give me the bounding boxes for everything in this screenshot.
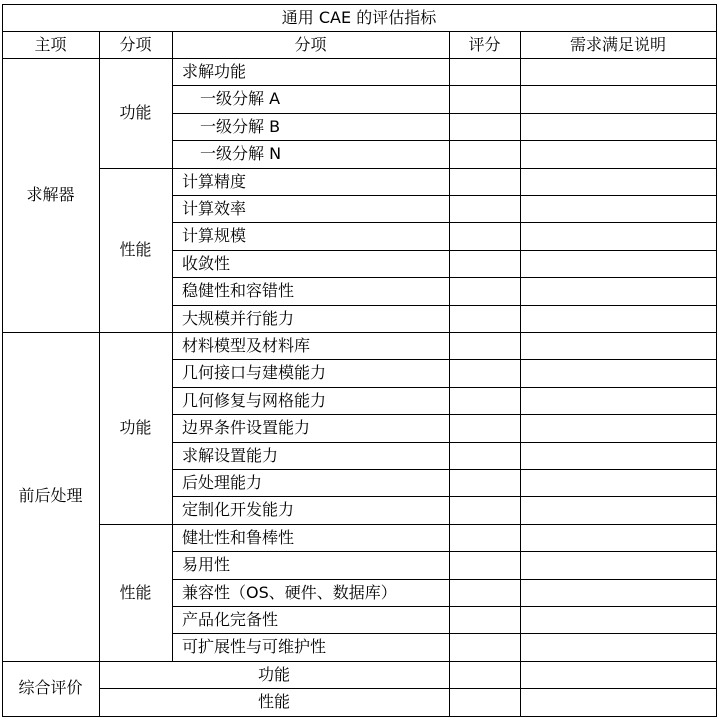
item-label: 易用性 <box>182 555 231 575</box>
item-label: 计算精度 <box>182 171 247 191</box>
subgroup-label: 功能 <box>119 418 152 437</box>
right-border <box>716 4 717 717</box>
item-label: 计算规模 <box>182 226 247 246</box>
group-label: 求解器 <box>26 185 75 204</box>
row-rule <box>172 250 717 251</box>
item-label: 材料模型及材料库 <box>182 336 311 355</box>
item-label: 计算效率 <box>182 199 247 218</box>
item-label: 收敛性 <box>182 253 231 273</box>
item-label: 产品化完备性 <box>182 610 279 629</box>
header-main: 主项 <box>34 35 67 54</box>
item-label: 几何修复与网格能力 <box>182 390 327 410</box>
group-label: 前后处理 <box>18 486 83 505</box>
item-label: 边界条件设置能力 <box>182 418 311 438</box>
item-label: 定制化开发能力 <box>182 500 295 520</box>
item-label: 一级分解 A <box>200 89 281 109</box>
item-label: 健壮性和鲁棒性 <box>182 527 295 547</box>
row-rule <box>172 222 717 223</box>
item-label: 可扩展性与可维护性 <box>182 637 327 657</box>
summary-label: 综合评价 <box>18 678 83 697</box>
summary-item-label: 性能 <box>257 692 290 712</box>
item-label: 大规模并行能力 <box>182 308 295 328</box>
col-rule <box>449 31 450 717</box>
item-label: 几何接口与建模能力 <box>182 363 327 383</box>
summary-item-label: 功能 <box>257 664 290 684</box>
header-category: 分项 <box>119 35 152 54</box>
header-item: 分项 <box>294 35 327 54</box>
subgroup-label: 性能 <box>119 239 152 259</box>
cae-evaluation-table <box>2 4 716 718</box>
table-title: 通用 CAE 的评估指标 <box>281 8 437 27</box>
item-label: 求解功能 <box>182 62 247 81</box>
row-rule <box>172 551 717 552</box>
subgroup-label: 功能 <box>119 103 152 122</box>
header-note: 需求满足说明 <box>569 35 666 54</box>
item-label: 求解设置能力 <box>182 445 279 465</box>
subgroup-label: 性能 <box>119 582 152 602</box>
item-label: 稳健性和容错性 <box>182 281 295 301</box>
item-label: 一级分解 N <box>200 144 282 164</box>
summary-row-rule <box>2 716 717 717</box>
item-label: 兼容性（OS、硬件、数据库） <box>182 582 397 602</box>
col-rule <box>172 31 173 662</box>
item-label: 后处理能力 <box>182 473 263 492</box>
row-rule <box>172 195 717 196</box>
col-rule <box>520 31 521 717</box>
header-score: 评分 <box>468 35 501 54</box>
left-border <box>2 4 3 717</box>
col-rule <box>99 31 100 717</box>
item-label: 一级分解 B <box>200 116 281 136</box>
